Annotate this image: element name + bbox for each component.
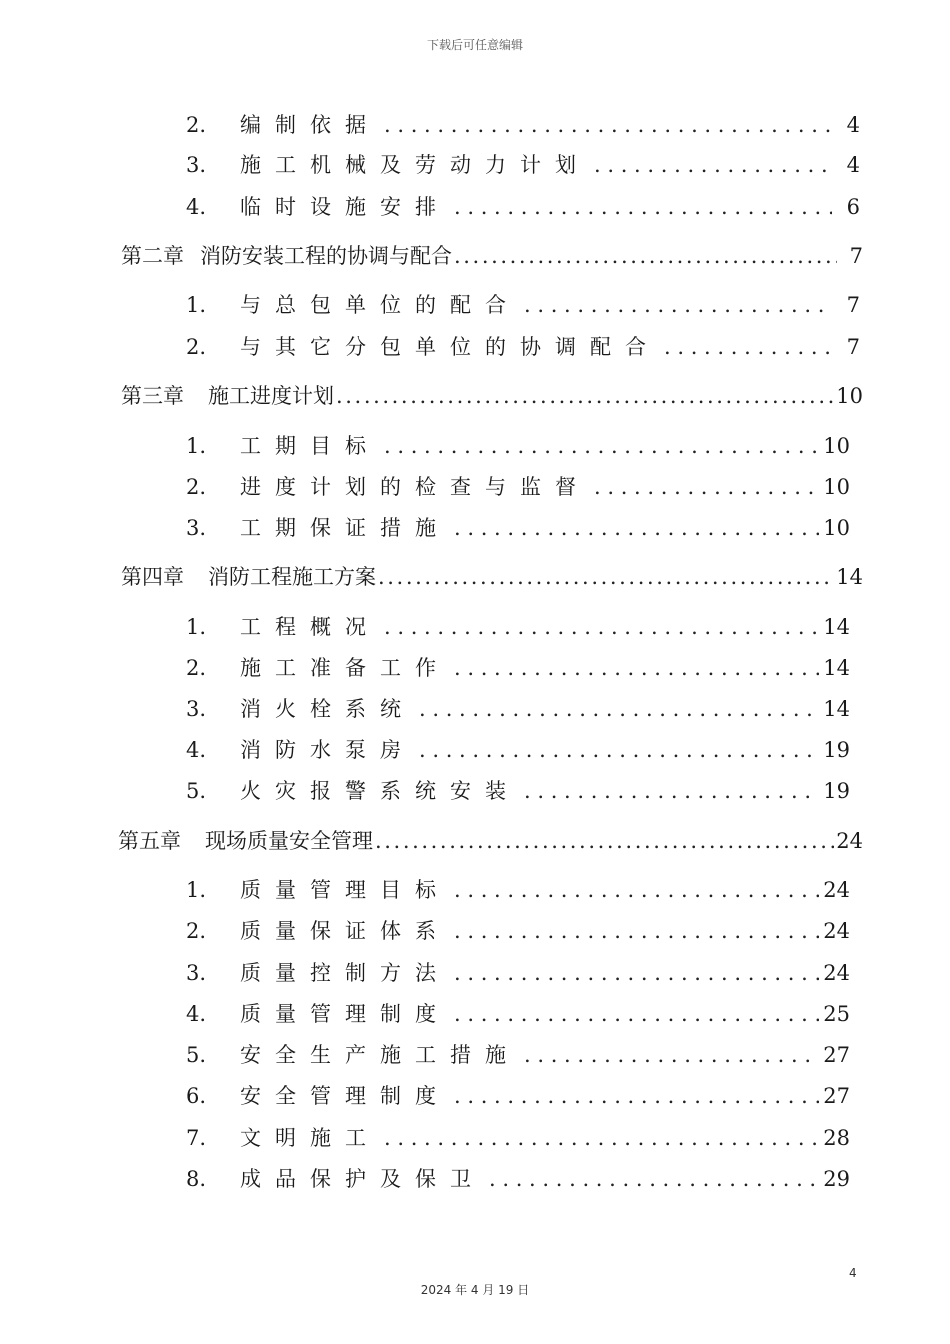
toc-entry-number: 6. [186,1084,207,1108]
toc-chapter-heading [121,381,334,411]
toc-entry[interactable] [186,513,850,543]
toc-entry-label: 工程概况 [240,615,380,639]
toc-entry[interactable] [186,110,860,140]
page-number: 4 [849,1266,857,1280]
toc-entry[interactable] [186,735,850,765]
toc-entry-page: 7 [846,293,860,317]
toc-entry-page: 24 [823,961,850,985]
toc-entry[interactable] [186,1164,850,1194]
toc-entry-number: 2. [186,335,207,359]
dot-leader [454,916,819,946]
toc-entry[interactable] [186,999,850,1029]
toc-chapter-title: 消防工程施工方案 [208,565,376,589]
toc-entry-page: 29 [823,1167,850,1191]
dot-leader [454,513,819,543]
dot-leader [454,958,819,988]
toc-entry-label: 临时设施安排 [240,195,450,219]
toc-entry-page: 14 [823,656,850,680]
toc-entry-page: 7 [846,335,860,359]
toc-entry-label: 施工机械及劳动力计划 [240,153,590,177]
toc-entry[interactable] [186,694,850,724]
toc-chapter-page: 7 [849,244,863,268]
toc-chapter[interactable] [121,381,863,411]
toc-chapter-number: 第二章 [121,244,184,268]
toc-entry[interactable] [186,192,860,222]
toc-entry-label: 质量保证体系 [240,919,450,943]
toc-entry-number: 3. [186,516,207,540]
toc-entry-label: 与其它分包单位的协调配合 [240,335,660,359]
toc-entry-page: 24 [823,919,850,943]
toc-entry-number: 2. [186,113,207,137]
toc-entry-number: 2. [186,919,207,943]
toc-entry-page: 14 [823,697,850,721]
toc-entry[interactable] [186,1081,850,1111]
toc-entry-number: 7. [186,1126,207,1150]
dot-leader [454,875,819,905]
dot-leader [524,1040,819,1070]
toc-entry-label: 安全管理制度 [240,1084,450,1108]
toc-entry-number: 2. [186,475,207,499]
dot-leader [524,290,832,320]
toc-entry-page: 19 [823,738,850,762]
toc-entry[interactable] [186,332,860,362]
dot-leader [384,612,819,642]
dot-leader [489,1164,819,1194]
toc-entry-number: 1. [186,434,207,458]
toc-entry-number: 5. [186,779,207,803]
toc-entry-page: 19 [823,779,850,803]
toc-entry-number: 8. [186,1167,207,1191]
footer-date: 2024 年 4 月 19 日 [420,1283,530,1297]
toc-entry-page: 10 [823,475,850,499]
toc-entry-number: 4. [186,195,207,219]
toc-entry-number: 3. [186,153,207,177]
dot-leader [375,826,834,856]
toc-entry-label: 质量管理制度 [240,1002,450,1026]
toc-chapter-heading [118,826,373,856]
toc-entry-number: 3. [186,961,207,985]
toc-chapter-number: 第三章 [121,384,184,408]
toc-entry-number: 1. [186,615,207,639]
toc-entry-label: 文明施工 [240,1126,380,1150]
toc-entry[interactable] [186,875,850,905]
dot-leader [664,332,832,362]
toc-chapter[interactable] [121,562,863,592]
dot-leader [336,381,834,411]
toc-entry-page: 27 [823,1084,850,1108]
toc-entry-page: 25 [823,1002,850,1026]
toc-entry[interactable] [186,290,860,320]
toc-entry-label: 消火栓系统 [240,697,415,721]
toc-entry[interactable] [186,958,850,988]
toc-entry-page: 6 [846,195,860,219]
toc-chapter-title: 现场质量安全管理 [205,829,373,853]
toc-entry-number: 5. [186,1043,207,1067]
dot-leader [384,110,832,140]
toc-entry-label: 工期目标 [240,434,380,458]
toc-entry[interactable] [186,776,850,806]
toc-entry-page: 28 [823,1126,850,1150]
toc-chapter-page: 14 [836,565,863,589]
dot-leader [419,694,819,724]
toc-entry-label: 施工准备工作 [240,656,450,680]
toc-chapter-page: 10 [836,384,863,408]
toc-chapter-title: 施工进度计划 [208,384,334,408]
dot-leader [594,150,832,180]
toc-entry-label: 质量控制方法 [240,961,450,985]
dot-leader [454,1081,819,1111]
toc-entry[interactable] [186,431,850,461]
toc-entry-number: 3. [186,697,207,721]
toc-entry-page: 14 [823,615,850,639]
toc-entry-label: 进度计划的检查与监督 [240,475,590,499]
toc-entry-page: 27 [823,1043,850,1067]
toc-entry[interactable] [186,612,850,642]
dot-leader [419,735,819,765]
dot-leader [384,431,819,461]
toc-entry-page: 10 [823,434,850,458]
toc-entry-label: 质量管理目标 [240,878,450,902]
dot-leader [378,562,834,592]
toc-entry-number: 2. [186,656,207,680]
dot-leader [454,192,832,222]
toc-entry-number: 4. [186,738,207,762]
page-header: 下载后可任意编辑 [426,38,523,52]
toc-entry-label: 工期保证措施 [240,516,450,540]
toc-chapter[interactable] [118,826,863,856]
toc-entry-label: 与总包单位的配合 [240,293,520,317]
toc-entry-page: 24 [823,878,850,902]
toc-entry-number: 1. [186,293,207,317]
dot-leader [454,653,819,683]
toc-entry[interactable] [186,1040,850,1070]
toc-entry[interactable] [186,150,860,180]
toc-chapter-heading [121,562,376,592]
dot-leader [384,1123,819,1153]
toc-chapter-number: 第四章 [121,565,184,589]
toc-entry-page: 4 [846,113,860,137]
toc-entry[interactable] [186,1123,850,1153]
toc-entry[interactable] [186,916,850,946]
dot-leader [524,776,819,806]
toc-chapter[interactable] [121,241,863,271]
toc-entry-number: 4. [186,1002,207,1026]
toc-entry-label: 成品保护及保卫 [240,1167,485,1191]
toc-entry-label: 安全生产施工措施 [240,1043,520,1067]
toc-entry[interactable] [186,472,850,502]
toc-chapter-number: 第五章 [118,829,181,853]
toc-chapter-title: 消防安装工程的协调与配合 [200,244,452,268]
toc-chapter-heading [121,241,452,271]
toc-chapter-page: 24 [836,829,863,853]
toc-entry-page: 10 [823,516,850,540]
dot-leader [454,241,837,271]
dot-leader [594,472,819,502]
dot-leader [454,999,819,1029]
toc-entry-label: 编制依据 [240,113,380,137]
toc-entry-number: 1. [186,878,207,902]
toc-entry-label: 火灾报警系统安装 [240,779,520,803]
toc-entry-label: 消防水泵房 [240,738,415,762]
toc-entry-page: 4 [846,153,860,177]
toc-entry[interactable] [186,653,850,683]
